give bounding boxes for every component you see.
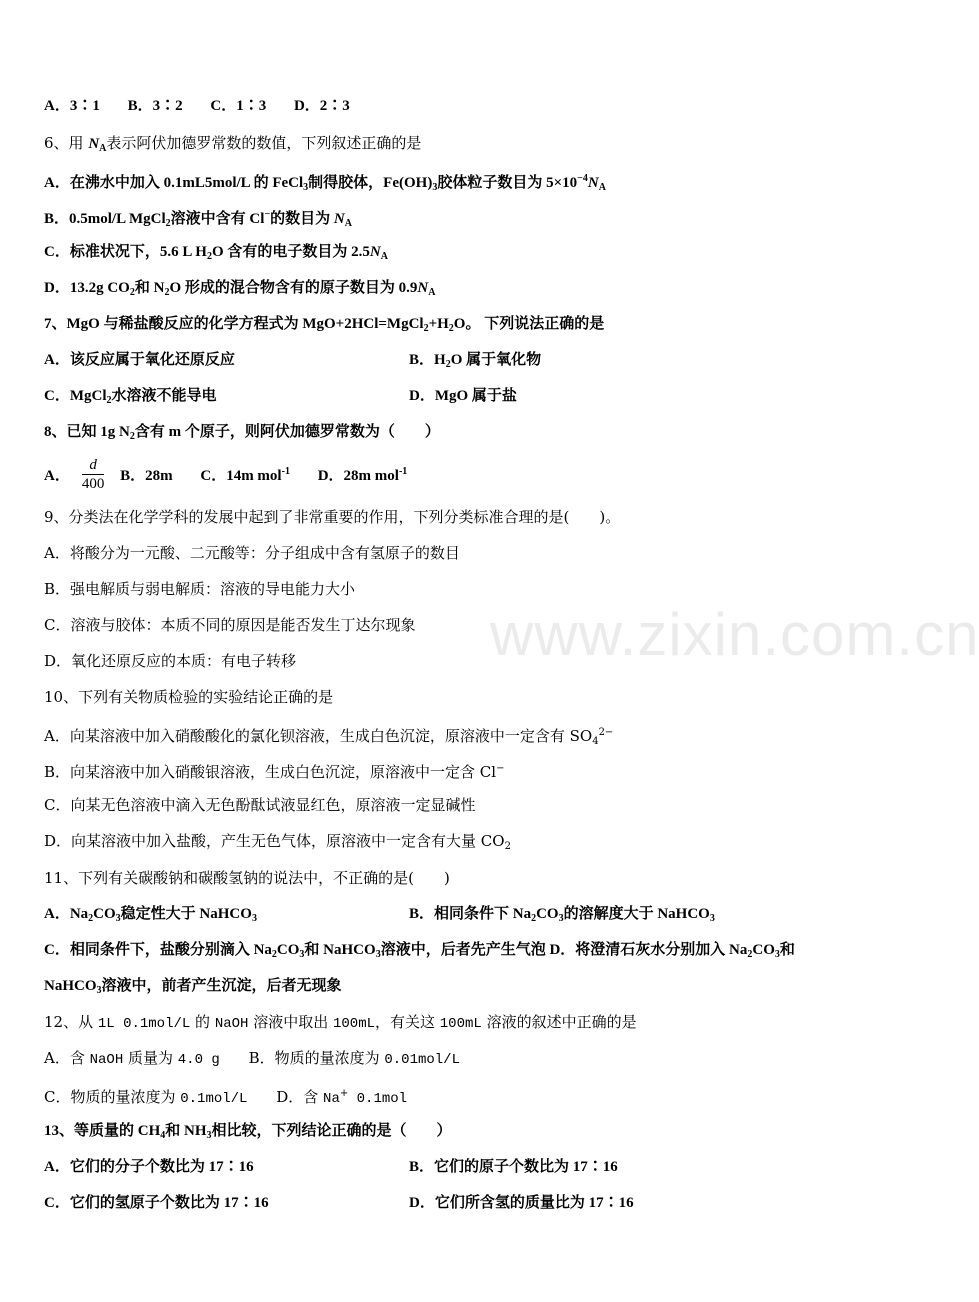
q6-option-c: C．标准状况下，5.6 L $H_2O$ 含有的电子数目为 $2.5N_A$	[44, 244, 388, 262]
q10-option-c: C．向某无色溶液中滴入无色酚酞试液显红色，原溶液一定显碱性	[44, 796, 476, 814]
q8-option-d: D．28m mol$^{-1}$	[317, 466, 408, 484]
q8-option-a-label: A．	[44, 468, 70, 484]
q13-row-ab	[44, 1155, 618, 1179]
q13-stem: 13、等质量的 $CH_4$和 $NH_3$相比较，下列结论正确的是（ ）	[44, 1123, 452, 1141]
q12-option-a: A．含 NaOH 质量为 4.0 g	[44, 1049, 220, 1068]
q10-option-b: B．向某溶液中加入硝酸银溶液，生成白色沉淀，原溶液中一定含 Cl−	[44, 763, 505, 781]
q5-option-b: B．3∶2	[127, 98, 183, 114]
q5-option-d: D．2∶3	[293, 98, 350, 114]
q7-option-b: B．$H_2O$ 属于氧化物	[409, 352, 542, 370]
q7-option-a: A．该反应属于氧化还原反应	[44, 352, 235, 368]
q13-option-b: B．它们的原子个数比为 17∶16	[409, 1159, 618, 1175]
q13-row-cd	[44, 1191, 634, 1215]
q7-row-cd	[44, 384, 517, 408]
q12-option-c: C．物质的量浓度为 0.1mol/L	[44, 1088, 248, 1107]
q8-option-a-fraction: $\frac{d}{400}$	[81, 457, 105, 493]
q12-option-d: D．含 Na+ 0.1mol	[276, 1088, 408, 1107]
q9-option-a: A．将酸分为一元酸、二元酸等：分子组成中含有氢原子的数目	[44, 544, 460, 562]
q11-option-d: NaHCO$_3$溶液中，前者产生沉淀，后者无现象	[44, 978, 342, 996]
q8-options	[44, 450, 407, 494]
q9-option-b: B．强电解质与弱电解质：溶液的导电能力大小	[44, 580, 356, 598]
q8-option-c: C．14m mol$^{-1}$	[200, 466, 290, 484]
q8-stem: 8、已知 1g $N_2$含有 m 个原子，则阿伏加德罗常数为（ ）	[44, 424, 440, 442]
q5-options	[44, 94, 350, 118]
q13-option-d: D．它们所含氢的质量比为 17∶16	[409, 1195, 634, 1211]
watermark: www.zixin.com.cn	[490, 601, 979, 668]
q7-stem: 7、MgO 与稀盐酸反应的化学方程式为 $MgO+2HCl=MgCl_2+H_2O$。 下列说法正确的是	[44, 316, 605, 334]
q10-option-a: A．向某溶液中加入硝酸酸化的氯化钡溶液，生成白色沉淀，原溶液中一定含有 $SO_4^{2-}$	[44, 727, 614, 747]
q5-option-c: C．1∶3	[210, 98, 267, 114]
q13-option-a: A．它们的分子个数比为 17∶16	[44, 1159, 254, 1175]
q12-row-ab	[44, 1046, 460, 1070]
q6-option-d: D．13.2g $CO_2$和 $N_2O$ 形成的混合物含有的原子数目为 $0.9N_A$	[44, 280, 436, 298]
q9-stem: 9、分类法在化学学科的发展中起到了非常重要的作用，下列分类标准合理的是( )。	[44, 508, 621, 526]
q6-stem: 6、用 $N_A$表示阿伏加德罗常数的数值，下列叙述正确的是	[44, 134, 422, 154]
q12-row-cd	[44, 1082, 407, 1106]
q7-option-d: D．MgO 属于盐	[409, 388, 517, 404]
q11-row-ab	[44, 902, 715, 926]
q10-stem: 10、下列有关物质检验的实验结论正确的是	[44, 688, 334, 706]
q7-option-c: C．MgCl$_2$水溶液不能导电	[44, 388, 217, 406]
q6-option-b: B．0.5mol/L MgCl$_2$溶液中含有 Cl−的数目为 $N_A$	[44, 209, 352, 229]
q10-option-d: D．向某溶液中加入盐酸，产生无色气体，原溶液中一定含有大量 $CO_2$	[44, 832, 511, 852]
q11-stem: 11、下列有关碳酸钠和碳酸氢钠的说法中，不正确的是( )	[44, 869, 450, 887]
q9-option-d: D．氧化还原反应的本质：有电子转移	[44, 652, 297, 670]
q11-option-a: A．$Na_2CO_3$稳定性大于 NaHCO$_3$	[44, 906, 257, 924]
q11-option-c: C．相同条件下，盐酸分别滴入 $Na_2CO_3$和 NaHCO$_3$溶液中，后者先产生气泡 D．将澄清石灰水分别加入 $Na_2CO_3$和	[44, 942, 795, 960]
q12-stem: 12、从 1L 0.1mol/L 的 NaOH 溶液中取出 100mL，有关这 100mL 溶液的叙述中正确的是	[44, 1013, 637, 1032]
q8-option-b: B．28m	[120, 468, 173, 484]
q6-option-a: A．在沸水中加入 0.1mL5mol/L 的 FeCl$_3$制得胶体，$Fe(OH)_3$胶体粒子数目为 $5\times 10^{-4}N_A$	[44, 173, 606, 193]
q9-option-c: C．溶液与胶体：本质不同的原因是能否发生丁达尔现象	[44, 616, 416, 634]
q5-option-a: A．3∶1	[44, 98, 100, 114]
q11-option-b: B．相同条件下 $Na_2CO_3$的溶解度大于 NaHCO$_3$	[409, 906, 715, 924]
q12-option-b: B．物质的量浓度为 0.01mol/L	[248, 1049, 460, 1068]
q13-option-c: C．它们的氢原子个数比为 17∶16	[44, 1195, 269, 1211]
q7-row-ab	[44, 348, 542, 372]
